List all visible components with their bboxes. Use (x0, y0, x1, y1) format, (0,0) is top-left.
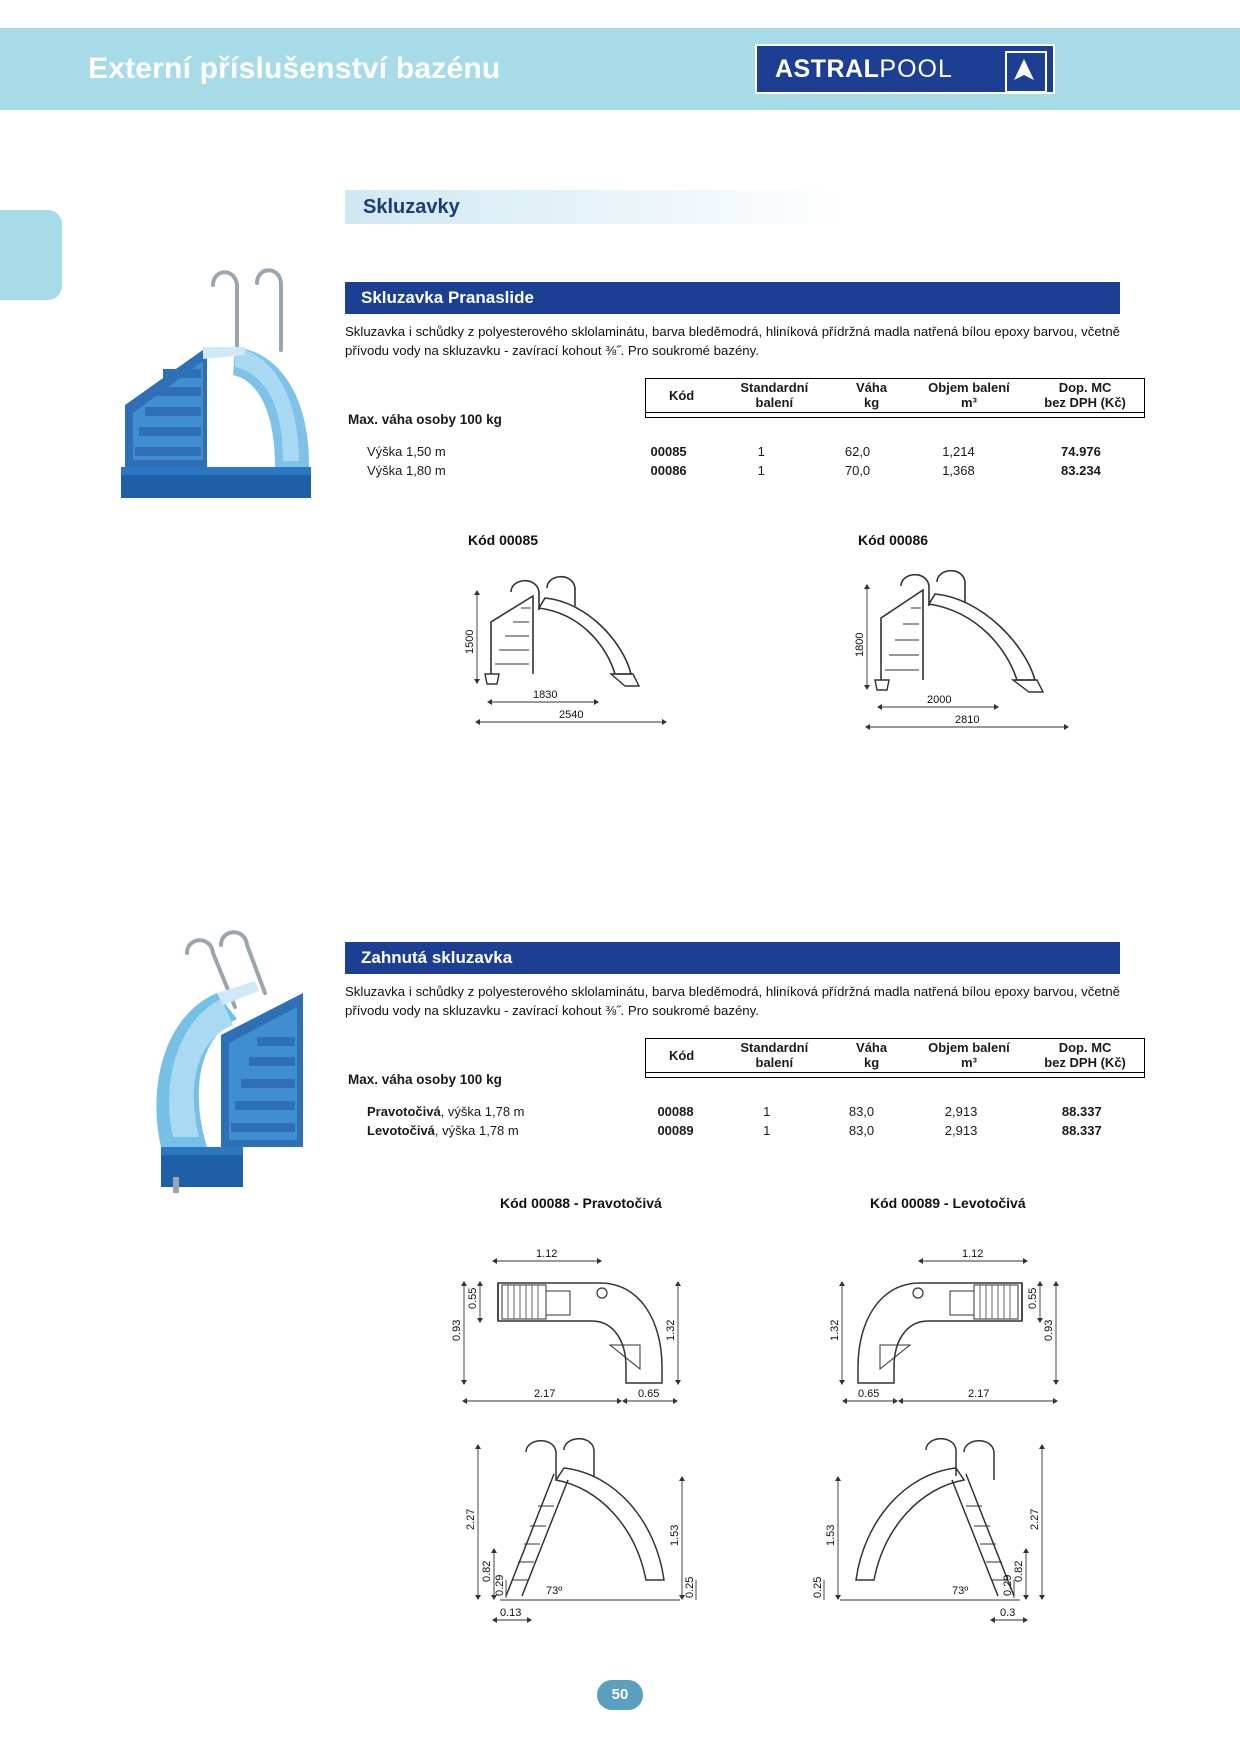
th-weight-1: Váha (856, 380, 888, 395)
dim-right2: 0.82 (1013, 1560, 1025, 1582)
th-pack-2: balení (755, 395, 794, 410)
row-label-rest: , výška 1,78 m (434, 1123, 519, 1138)
row-price: 83.234 (1061, 463, 1101, 478)
product-2-header (345, 942, 1120, 974)
row-label (363, 1102, 637, 1121)
table-row (363, 1121, 1145, 1140)
dim-angle: 73º (546, 1585, 563, 1597)
product-1-description: Skluzavka i schůdky z polyesterového sklolaminátu, barva bleděmodrá, hliníková přídržná madla natřená bílou epoxy barvou, včetně přívodu vody na skluzavku - zavírací kohout ⅜˝. Pro soukromé bazény. (345, 324, 1120, 358)
dim-left-lower: 0.93 (451, 1319, 463, 1341)
drawing-2-caption: Kód 00086 (858, 532, 929, 548)
row-label (363, 1121, 637, 1140)
page-footer (0, 1680, 1240, 1710)
dim-bottom-long: 2.17 (968, 1388, 990, 1400)
row-pack: 1 (763, 1123, 771, 1138)
dim-mid: 1830 (533, 689, 558, 701)
dim-left: 1.53 (825, 1524, 837, 1546)
th-code: Kód (668, 1047, 695, 1063)
dim-top: 1.12 (962, 1248, 984, 1260)
table-header-row (645, 1038, 1145, 1073)
product-1-max-weight: Max. váha osoby 100 kg (348, 412, 502, 427)
left-page-tab (0, 210, 62, 300)
product-1-table-body (363, 442, 1145, 480)
table-row (363, 461, 1145, 480)
row-volume: 1,214 (942, 444, 975, 459)
table-row (363, 442, 1145, 461)
dim-top: 1.12 (536, 1248, 558, 1260)
row-volume: 2,913 (944, 1104, 978, 1119)
dim-left2: 0.82 (481, 1560, 493, 1582)
th-weight-2: kg (863, 395, 880, 410)
product-1-photo (85, 255, 315, 525)
dim-height: 1800 (854, 632, 866, 657)
dim-right-lower: 0.93 (1043, 1319, 1055, 1341)
dim-height: 1500 (464, 629, 476, 654)
row-volume: 2,913 (944, 1123, 978, 1138)
row-code: 00088 (657, 1104, 694, 1119)
dim-angle: 73º (952, 1585, 969, 1597)
row-label-bold: Pravotočivá (367, 1104, 441, 1119)
dim-right: 1.53 (669, 1524, 681, 1546)
section-header (345, 190, 845, 224)
drawing-3-caption: Kód 00088 - Pravotočivá (500, 1195, 662, 1211)
dim-left3: 0.29 (494, 1574, 506, 1596)
dim-right2: 0.25 (684, 1576, 696, 1598)
row-label-rest: , výška 1,78 m (440, 1104, 525, 1119)
logo-main-text: ASTRAL (775, 54, 880, 83)
product-2-description: Skluzavka i schůdky z polyesterového sklolaminátu, barva bleděmodrá, hliníková přídržná madla natřená bílou epoxy barvou, včetně přívodu vody na skluzavku - zavírací kohout ⅜˝. Pro soukromé bazény. (345, 984, 1120, 1018)
table-header-row (645, 378, 1145, 413)
dim-left-upper: 0.55 (467, 1287, 479, 1309)
th-code: Kód (668, 387, 695, 403)
row-price: 74.976 (1061, 444, 1101, 459)
row-pack: 1 (763, 1104, 771, 1119)
th-volume-1: Objem balení (928, 380, 1010, 395)
th-weight-1: Váha (856, 1040, 888, 1055)
row-pack: 1 (757, 444, 765, 459)
page-number: 50 (597, 1680, 643, 1710)
table-row (363, 1102, 1145, 1121)
row-weight: 83,0 (848, 1123, 875, 1138)
dim-base: 2810 (955, 714, 980, 726)
row-price: 88.337 (1061, 1123, 1102, 1138)
th-volume-1: Objem balení (928, 1040, 1010, 1055)
product-1-header (345, 282, 1120, 314)
row-label: Výška 1,50 m (367, 444, 446, 459)
logo-sub-text: POOL (879, 54, 953, 83)
row-volume: 1,368 (942, 463, 975, 478)
dim-right3: 0.29 (1002, 1574, 1014, 1596)
row-code: 00089 (657, 1123, 694, 1138)
row-pack: 1 (757, 463, 765, 478)
product-2-table (645, 1038, 1145, 1073)
drawing-3-elevation (450, 1430, 710, 1645)
row-weight: 70,0 (844, 463, 871, 478)
th-pack-1: Standardní (740, 1040, 809, 1055)
row-label: Výška 1,80 m (367, 463, 446, 478)
dim-right: 2.27 (1029, 1508, 1041, 1530)
th-weight-2: kg (863, 1055, 880, 1070)
dim-bottom: 0.13 (500, 1607, 522, 1619)
section-title: Skluzavky (363, 196, 460, 218)
page-title: Externí příslušenství bazénu (88, 52, 501, 85)
drawing-4-elevation (810, 1430, 1070, 1645)
th-price-1: Dop. MC (1058, 380, 1112, 395)
product-2-title: Zahnutá skluzavka (361, 948, 513, 967)
row-code: 00085 (650, 444, 687, 459)
row-label-bold: Levotočivá (367, 1123, 435, 1138)
drawing-4-caption: Kód 00089 - Levotočivá (870, 1195, 1026, 1211)
drawing-1-caption: Kód 00085 (468, 532, 539, 548)
dim-right-upper: 0.55 (1027, 1287, 1039, 1309)
dim-bottom-long: 2.17 (534, 1388, 556, 1400)
drawing-4-plan (810, 1235, 1070, 1420)
logo-triangle-icon (1005, 51, 1047, 93)
product-1-title: Skluzavka Pranaslide (361, 288, 534, 307)
dim-bottom-short: 0.65 (638, 1388, 660, 1400)
th-pack-1: Standardní (740, 380, 809, 395)
product-1-table (645, 378, 1145, 413)
row-weight: 62,0 (844, 444, 871, 459)
dim-base: 2540 (559, 709, 584, 721)
th-volume-2: m³ (961, 1055, 977, 1070)
product-2-photo (125, 915, 335, 1210)
dim-bottom-short: 0.65 (858, 1388, 880, 1400)
drawing-1-figure (455, 562, 705, 747)
dim-left: 1.32 (829, 1319, 841, 1341)
logo-text (757, 55, 953, 84)
product-2-table-body (363, 1102, 1145, 1140)
th-volume-2: m³ (961, 395, 977, 410)
dim-mid: 2000 (927, 694, 952, 706)
th-price-1: Dop. MC (1058, 1040, 1112, 1055)
drawing-2-figure (845, 562, 1095, 747)
astralpool-logo (755, 44, 1055, 94)
product-2-max-weight: Max. váha osoby 100 kg (348, 1072, 502, 1087)
drawing-3-plan (450, 1235, 710, 1420)
dim-left2: 0.25 (812, 1576, 824, 1598)
th-price-2: bez DPH (Kč) (1044, 395, 1126, 410)
row-code: 00086 (650, 463, 687, 478)
th-pack-2: balení (755, 1055, 794, 1070)
dim-bottom: 0.3 (1000, 1607, 1016, 1619)
dim-right: 1.32 (665, 1319, 677, 1341)
th-price-2: bez DPH (Kč) (1044, 1055, 1126, 1070)
dim-left: 2.27 (465, 1508, 477, 1530)
row-price: 88.337 (1061, 1104, 1102, 1119)
row-weight: 83,0 (848, 1104, 875, 1119)
